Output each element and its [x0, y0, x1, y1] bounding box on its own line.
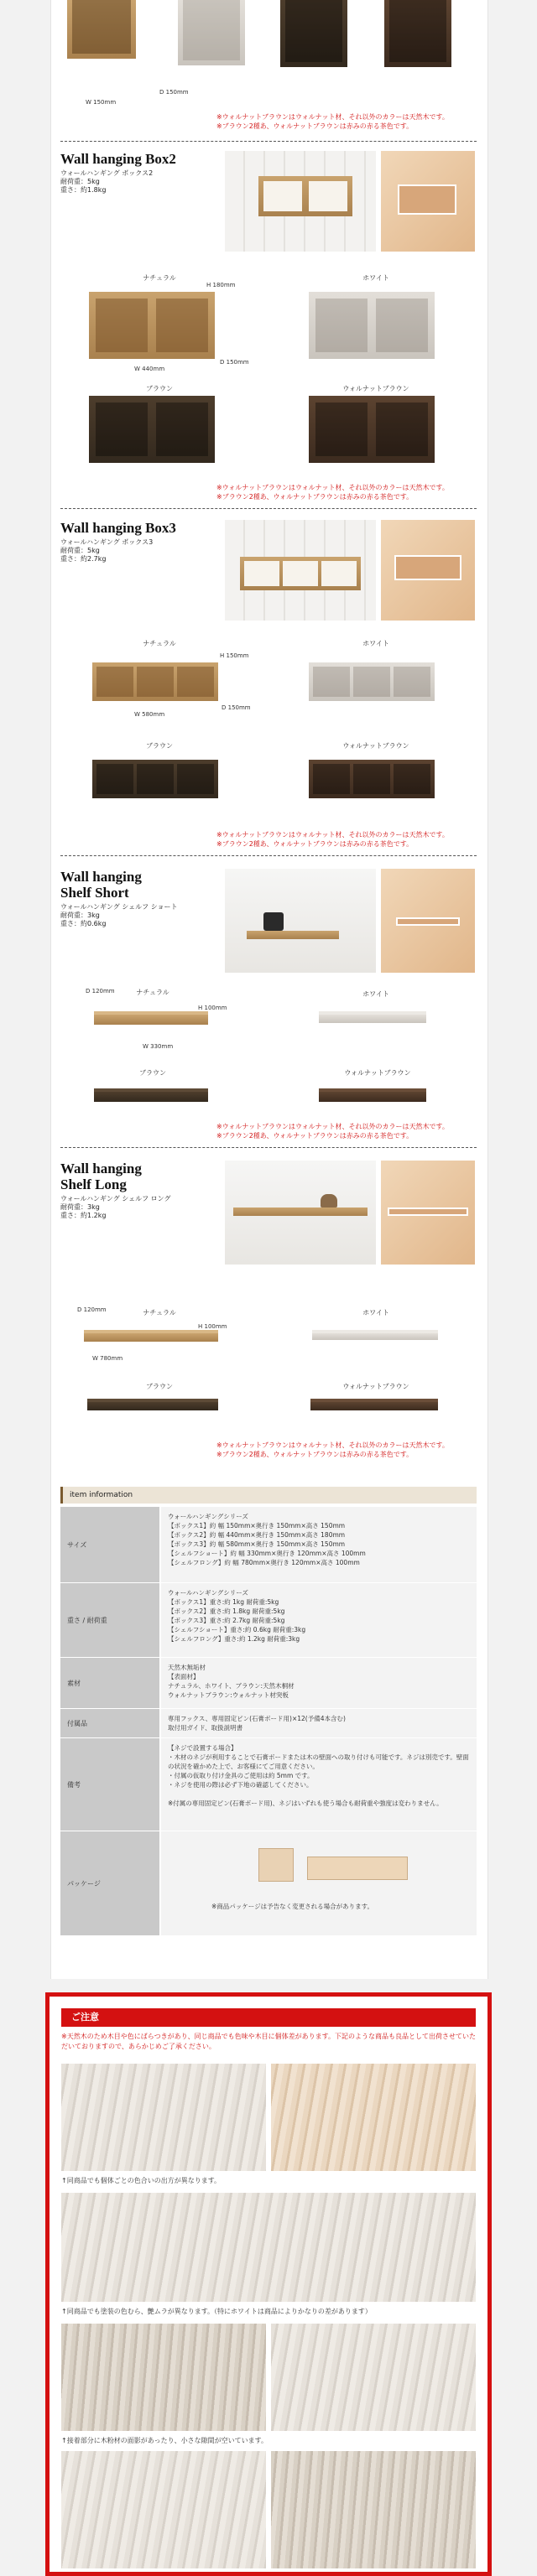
caution-heading: ご注意: [61, 2008, 476, 2027]
box3-photo-wall: [225, 520, 376, 621]
package-box-image: [258, 1848, 294, 1882]
color-label-natural: ナチュラル: [143, 640, 176, 647]
info-row-remarks: [60, 1738, 477, 1831]
box1-brown: [280, 0, 347, 67]
color-label-walnut: ウォルナットブラウン: [342, 1383, 409, 1390]
box2-photo-back: [381, 151, 475, 252]
box3-header: Wall hanging Box3 ウォールハンギング ボックス3 耐荷重：5kg 重さ：約2.7kg: [60, 520, 477, 564]
shelf-short-note: ※ウォルナットブラウンはウォルナット材、それ以外のカラーは天然木です。 ※ブラウン2種あ、ウォルナットブラウンは赤みの赤る茶色です。: [216, 1123, 449, 1140]
info-value: ウォールハンギングシリーズ 【ボックス1】約 幅 150mm×奥行き 150mm×高さ 150mm 【ボックス2】約 幅 440mm×奥行き 150mm×高さ 180mm 【ボックス3】約 幅 580mm×奥行き 150mm×高さ 150mm 【シェルフショート】約 幅 330mm×奥行き 120mm×高さ 100mm 【シェルフロング】約 幅 780mm×奥行き 120mm×高さ 100mm: [161, 1507, 477, 1582]
shelf-long-depth-label: D 120mm: [77, 1306, 107, 1313]
shelf-short-width-label: W 330mm: [143, 1043, 174, 1050]
box3-width-label: W 580mm: [134, 711, 165, 718]
product-title: Wall hanging Box3: [60, 520, 176, 536]
shelf-short-photo-wall: [225, 869, 376, 973]
box1-note: ※ウォルナットブラウンはウォルナット材、それ以外のカラーは天然木です。 ※ブラウン2種あ、ウォルナットブラウンは赤みの赤る茶色です。: [216, 113, 449, 130]
box1-width-label: W 150mm: [86, 99, 117, 106]
shelf-long-brown: [87, 1399, 218, 1410]
wood-sample-image: [271, 2451, 476, 2568]
shelf-short-depth-label: D 120mm: [86, 988, 115, 995]
info-label: 付属品: [60, 1709, 159, 1737]
box3-walnut: [309, 760, 435, 798]
caution-caption: ↑接着部分に木粉材の面影があったり、小さな隙間が空いています。: [61, 2437, 268, 2444]
shelf-long-width-label: W 780mm: [92, 1355, 123, 1362]
product-jp-name: ウォールハンギング ボックス2: [60, 169, 154, 177]
color-label-brown: ブラウン: [146, 385, 173, 392]
shelf-short-brown: [94, 1088, 208, 1102]
shelf-long-photo-wall: [225, 1161, 376, 1265]
divider: [60, 1147, 477, 1148]
info-label: 重さ / 耐荷重: [60, 1583, 159, 1657]
box3-depth-label: D 150mm: [222, 704, 251, 711]
box2-header: Wall hanging Box2 ウォールハンギング ボックス2 耐荷重：5kg 重さ：約1.8kg: [60, 151, 477, 195]
color-label-white: ホワイト: [362, 274, 389, 282]
color-label-white: ホワイト: [362, 990, 389, 998]
box2-width-label: W 440mm: [134, 366, 165, 372]
box1-walnut: [384, 0, 451, 67]
box3-brown: [92, 760, 218, 798]
caution-intro: ※天然木のため木目や色にばらつきがあり、同じ商品でも色味や木目に個体差があります。下記のような商品も良品として出荷させていただいておりますので、あらかじめご了承ください。: [61, 2033, 476, 2050]
box1-depth-label: D 150mm: [159, 89, 189, 96]
shelf-short-height-label: H 100mm: [198, 1005, 227, 1011]
info-label: パッケージ: [60, 1831, 159, 1935]
wood-sample-image: [61, 2324, 266, 2431]
color-label-white: ホワイト: [362, 640, 389, 647]
box3-photo-back: [381, 520, 475, 621]
shelf-long-note: ※ウォルナットブラウンはウォルナット材、それ以外のカラーは天然木です。 ※ブラウン2種あ、ウォルナットブラウンは赤みの赤る茶色です。: [216, 1441, 449, 1458]
caution-section: [45, 1992, 492, 2576]
box3-white: [309, 662, 435, 701]
divider: [60, 141, 477, 142]
info-value: 【ネジで設置する場合】 ・木材のネジが利用することで石膏ボードまたは木の壁面への取り付けも可能です。ネジは別売です。壁面の状況を確かめた上で、お客様にてご用意ください。 ・付属の仮取り付け金具のご使用は約 5mm です。 ・ネジを使用の際は必ず下地の確認してください。 ※付属の専用固定ピン(石膏ボード用)、ネジはいずれも使う場合も耐荷重や強度は変わりません。: [161, 1738, 477, 1831]
color-label-brown: ブラウン: [146, 1383, 173, 1390]
shelf-long-natural: [84, 1330, 218, 1342]
shelf-long-height-label: H 100mm: [198, 1323, 227, 1330]
color-label-brown: ブラウン: [139, 1069, 166, 1077]
info-row-package: [60, 1831, 477, 1936]
color-label-natural: ナチュラル: [143, 274, 176, 282]
box2-depth-label: D 150mm: [220, 359, 249, 366]
shelf-long-header: Wall hanging Shelf Long ウォールハンギング シェルフ ロング 耐荷重：3kg 重さ：約1.2kg: [60, 1161, 477, 1220]
box3-note: ※ウォルナットブラウンはウォルナット材、それ以外のカラーは天然木です。 ※ブラウン2種あ、ウォルナットブラウンは赤みの赤る茶色です。: [216, 831, 449, 848]
box2-walnut: [309, 396, 435, 463]
wood-sample-image: [271, 2324, 476, 2431]
divider: [60, 508, 477, 509]
product-title-line1: Wall hanging: [60, 1161, 142, 1176]
package-note: ※商品パッケージは予告なく変更される場合があります。: [211, 1903, 374, 1910]
box2-natural: [89, 292, 215, 359]
wood-sample-image: [61, 2193, 476, 2302]
color-label-walnut: ウォルナットブラウン: [344, 1069, 411, 1077]
caution-caption: ↑同商品でも個体ごとの色合いの出方が異なります。: [61, 2177, 222, 2184]
divider: [60, 855, 477, 856]
box2-note: ※ウォルナットブラウンはウォルナット材、それ以外のカラーは天然木です。 ※ブラウン2種あ、ウォルナットブラウンは赤みの赤る茶色です。: [216, 484, 449, 501]
wood-sample-image: [271, 2064, 476, 2171]
info-label: 素材: [60, 1658, 159, 1708]
item-information-heading: item information: [60, 1487, 477, 1504]
shelf-short-white: [319, 1011, 426, 1023]
info-row-accessories: [60, 1709, 477, 1738]
info-value: 専用フックス、専用固定ピン(石膏ボード用)×12(予備4本含む) 取付用ガイド、取扱説明書: [161, 1709, 477, 1737]
product-jp-name: ウォールハンギング シェルフ ショート: [60, 903, 178, 911]
color-label-brown: ブラウン: [146, 742, 173, 750]
info-value: ウォールハンギングシリーズ 【ボックス1】重さ:約 1kg 耐荷重:5kg 【ボックス2】重さ:約 1.8kg 耐荷重:5kg 【ボックス3】重さ:約 2.7kg 耐荷重:5kg 【シェルフショート】重さ:約 0.6kg 耐荷重:3kg 【シェルフロング】重さ:約 1.2kg 耐荷重:3kg: [161, 1583, 477, 1657]
product-jp-name: ウォールハンギング ボックス3: [60, 538, 154, 546]
info-value: 天然木無垢材 【表面材】 ナチュラル、ホワイト、ブラウン:天然木桐材 ウォルナットブラウン:ウォルナット材突板: [161, 1658, 477, 1708]
shelf-long-walnut: [310, 1399, 438, 1410]
info-label: サイズ: [60, 1507, 159, 1582]
info-row-size: [60, 1507, 477, 1583]
info-label: 備考: [60, 1738, 159, 1831]
product-title-line2: Shelf Short: [60, 885, 129, 901]
product-title-line2: Shelf Long: [60, 1176, 127, 1192]
color-label-natural: ナチュラル: [136, 989, 169, 996]
color-label-natural: ナチュラル: [143, 1309, 176, 1317]
info-row-weight: [60, 1583, 477, 1658]
shelf-short-walnut: [319, 1088, 426, 1102]
box2-height-label: H 180mm: [206, 282, 236, 288]
box1-white: [178, 0, 245, 65]
shelf-short-header: Wall hanging Shelf Short ウォールハンギング シェルフ ショート 耐荷重：3kg 重さ：約0.6kg: [60, 869, 477, 928]
shelf-short-photo-back: [381, 869, 475, 973]
box2-brown: [89, 396, 215, 463]
shelf-long-photo-back: [381, 1161, 475, 1265]
product-title-line1: Wall hanging: [60, 869, 142, 885]
info-row-material: [60, 1658, 477, 1709]
box1-natural: [67, 0, 136, 59]
color-label-white: ホワイト: [362, 1309, 389, 1317]
package-long-image: [307, 1857, 408, 1880]
shelf-short-natural: [94, 1011, 208, 1025]
color-label-walnut: ウォルナットブラウン: [342, 385, 409, 392]
box3-height-label: H 150mm: [220, 652, 249, 659]
box2-white: [309, 292, 435, 359]
wood-sample-image: [61, 2064, 266, 2171]
product-title: Wall hanging Box2: [60, 151, 176, 167]
color-label-walnut: ウォルナットブラウン: [342, 742, 409, 750]
caution-caption: ↑同商品でも塗装の色むら、艶ムラが異なります。（特にホワイトは商品によりかなりの差があります）: [61, 2308, 372, 2315]
wood-sample-image: [61, 2451, 266, 2568]
product-jp-name: ウォールハンギング シェルフ ロング: [60, 1195, 171, 1202]
box3-natural: [92, 662, 218, 701]
shelf-long-white: [312, 1330, 438, 1340]
box2-photo-wall: [225, 151, 376, 252]
